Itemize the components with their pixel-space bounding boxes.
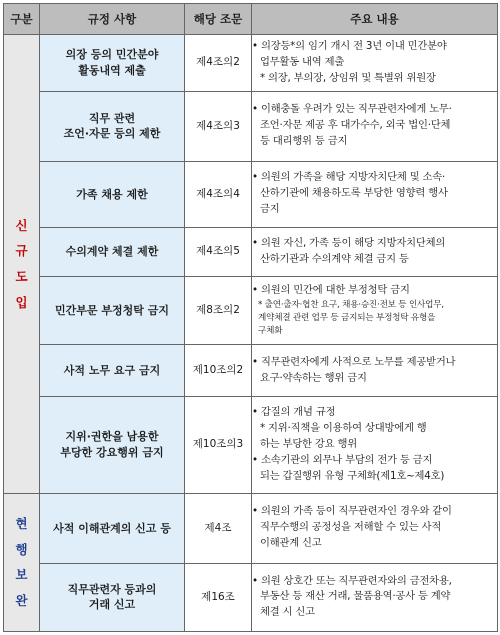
content-line: 산하기관과 수의계약 체결 금지 등: [260, 253, 409, 266]
table-row: [4, 91, 498, 161]
item-label: 직무관련자 등과의: [67, 583, 157, 597]
group-char: 행: [15, 541, 28, 557]
table-row: [4, 227, 498, 276]
content-line: * 지위·직책을 이용하여 상대방에게 행: [260, 421, 427, 434]
content-cell: [252, 345, 498, 397]
item-cell: [40, 563, 185, 631]
table-row: [4, 396, 498, 493]
group-char: 도: [15, 268, 28, 284]
content-cell: [252, 91, 498, 161]
header-item: 규정 사항: [40, 4, 185, 35]
header-row: [4, 4, 498, 35]
table-row: [4, 161, 498, 227]
item-cell: [40, 396, 185, 493]
content-line: 되는 갑질행위 유형 구체화(제1호~제4호): [260, 469, 445, 482]
content-line: 산하기관에 채용하도록 부당한 영향력 행사: [260, 187, 448, 200]
item-label: 거래 신고: [88, 598, 136, 612]
article-cell: 제10조의2: [185, 345, 252, 397]
item-cell: [40, 277, 185, 345]
content-line: • 의원의 가족 등이 직무관련자인 경우와 같이: [252, 505, 452, 518]
content-cell: [252, 277, 498, 345]
item-label: 부당한 강요행위 금지: [60, 445, 164, 459]
content-line: 하는 부당한 강요 행위: [260, 437, 357, 450]
content-line: 업무활동 내역 제출: [260, 55, 345, 68]
content-line: 금지: [260, 203, 280, 216]
item-label: 가족 채용 제한: [76, 187, 148, 201]
item-cell: [40, 493, 185, 563]
content-cell: [252, 396, 498, 493]
content-line: • 이해충돌 우려가 있는 직무관련자에게 노무·: [252, 103, 452, 116]
content-line: • 의원 상호간 또는 직무관련자와의 금전차용,: [252, 574, 452, 587]
content-line: 조언·자문 제공 후 대가수수, 외국 법인·단체: [260, 119, 451, 132]
content-line: 이해관계 신고: [260, 537, 322, 550]
table-row: [4, 277, 498, 345]
group-new-label: [4, 35, 40, 494]
header-article: 해당 조문: [185, 4, 252, 35]
group-current-label: [4, 493, 40, 631]
group-char: 규: [15, 243, 28, 259]
table-row: [4, 493, 498, 563]
group-char: 보: [15, 567, 28, 583]
item-cell: [40, 35, 185, 92]
group-char: 현: [15, 516, 28, 532]
item-label: 직무 관련: [88, 111, 136, 125]
item-label: 의장 등의 민간분야: [65, 48, 159, 62]
content-line: • 소속기관의 외무나 부담의 전가 등 금지: [252, 453, 433, 466]
group-char: 완: [15, 593, 28, 609]
item-label: 사적 노무 요구 금지: [63, 363, 161, 377]
table-row: [4, 563, 498, 631]
content-line: 요구·약속하는 행위 금지: [260, 371, 367, 384]
content-line: • 의원의 민간에 대한 부정청탁 금지: [252, 284, 410, 297]
content-cell: [252, 227, 498, 276]
content-line: 체결 시 신고: [260, 606, 315, 619]
content-line: 등 대리행위 등 금지: [260, 135, 348, 148]
content-cell: [252, 35, 498, 92]
article-cell: 제4조의3: [185, 91, 252, 161]
table-row: [4, 345, 498, 397]
content-line: * 의장, 부의장, 상임위 및 특별위 위원장: [260, 71, 436, 84]
article-cell: 제4조의2: [185, 35, 252, 92]
content-cell: [252, 493, 498, 563]
item-label: 수의계약 체결 제한: [65, 245, 159, 259]
content-line: • 갑질의 개념 규정: [252, 405, 336, 418]
article-cell: 제10조의3: [185, 396, 252, 493]
content-line: • 의원의 가족을 해당 지방자치단체 및 소속·: [252, 171, 446, 184]
article-cell: 제4조의5: [185, 227, 252, 276]
content-line: 부동산 등 재산 거래, 물품용역·공사 등 계약: [260, 590, 451, 603]
article-cell: 제4조: [185, 493, 252, 563]
article-cell: 제4조의4: [185, 161, 252, 227]
content-line: • 직무관련자에게 사적으로 노무를 제공받거나: [252, 355, 456, 368]
item-cell: [40, 161, 185, 227]
item-cell: [40, 345, 185, 397]
content-line: 계약체결 관련 업무 등 금지되는 부정청탁 유형을: [258, 313, 436, 324]
item-label: 활동내역 제출: [78, 63, 146, 77]
article-cell: 제16조: [185, 563, 252, 631]
item-label: 사적 이해관계의 신고 등: [53, 521, 171, 535]
group-char: 입: [15, 294, 28, 310]
item-cell: [40, 91, 185, 161]
group-char: 신: [15, 217, 28, 233]
regulation-table: [3, 3, 498, 632]
content-line: * 출연·출자·협찬 요구, 채용·승진·전보 등 인사업무,: [258, 300, 444, 311]
content-line: • 의원 자신, 가족 등이 해당 지방자치단체의: [252, 237, 446, 250]
content-cell: [252, 161, 498, 227]
table-row: [4, 35, 498, 92]
header-category: 구분: [4, 4, 40, 35]
content-line: 직무수행의 공정성을 저해할 수 있는 사적: [260, 521, 442, 534]
item-label: 민간부문 부정청탁 금지: [55, 304, 169, 318]
content-cell: [252, 563, 498, 631]
content-line: 구체화: [258, 326, 283, 337]
item-cell: [40, 227, 185, 276]
content-line: • 의장등*의 임기 개시 전 3년 이내 민간분야: [252, 39, 447, 52]
item-label: 조언·자문 등의 제한: [63, 127, 161, 141]
item-label: 지위·권한을 남용한: [65, 430, 159, 444]
article-cell: 제8조의2: [185, 277, 252, 345]
header-content: 주요 내용: [252, 4, 498, 35]
